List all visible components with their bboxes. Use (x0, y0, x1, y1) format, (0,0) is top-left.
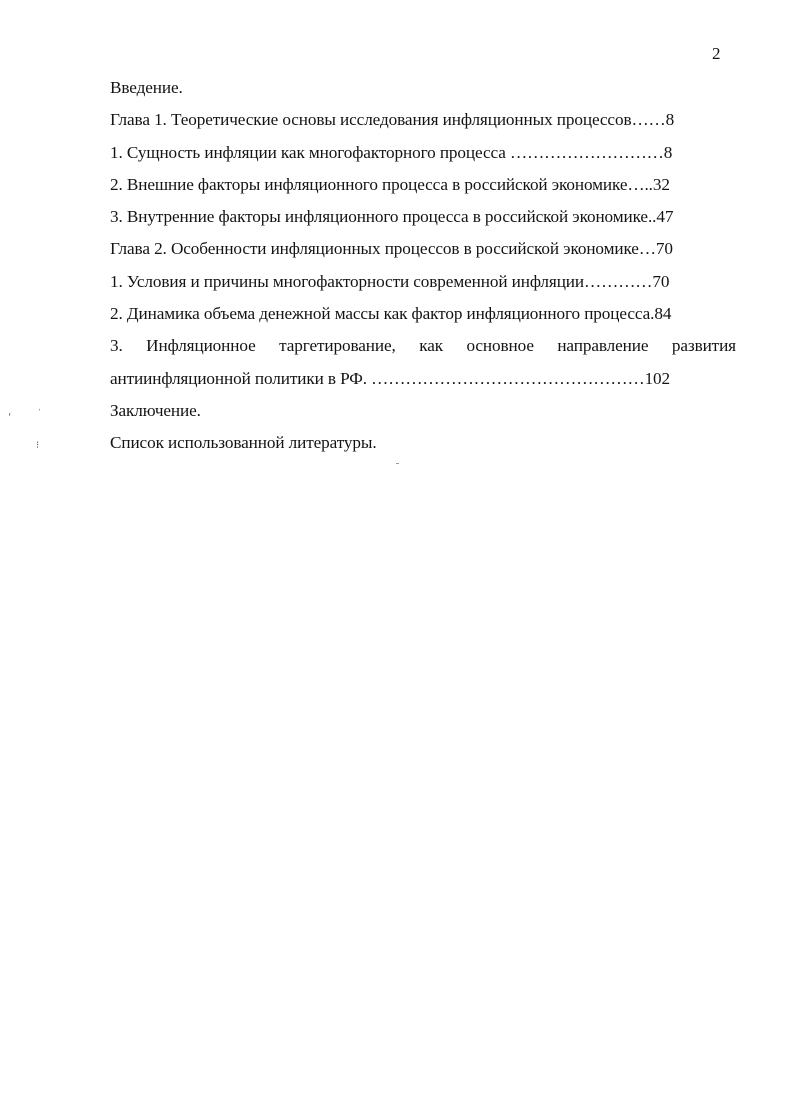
toc-entry-text: 3. Внутренние факторы инфляционного процесса в российской экономике (110, 207, 648, 227)
toc-entry-1-3 (110, 206, 736, 238)
toc-entry-page: 70 (655, 239, 673, 259)
scan-artifact-mark: ⁝ (36, 440, 40, 451)
toc-entry-text: Глава 2. Особенности инфляционных процессов в российской экономике (110, 239, 639, 259)
toc-entry-2-1 (110, 271, 736, 303)
toc-entry-text: Список использованной литературы. (110, 433, 377, 453)
toc-entry-leader: . (650, 304, 655, 324)
toc-entry-text: 2. Внешние факторы инфляционного процесса в российской экономике (110, 174, 628, 194)
page-number: 2 (712, 44, 721, 63)
scan-speck (396, 463, 399, 464)
toc-entry-2-3-line-1 (110, 335, 736, 367)
toc-entry-conclusion (110, 400, 736, 432)
toc-entry-text: Глава 1. Теоретические основы исследования инфляционных процессов (110, 110, 632, 130)
toc-entry-text: 2. Динамика объема денежной массы как фактор инфляционного процесса (110, 304, 651, 324)
toc-entry-chapter-2 (110, 238, 736, 270)
toc-entry-2-2 (110, 303, 736, 335)
toc-entry-text: 3. Инфляционное таргетирование, как основное направление развития (110, 336, 736, 356)
toc-entry-leader: .. (647, 207, 657, 227)
toc-entry-text: антиинфляционной политики в РФ. (110, 368, 372, 388)
toc-entry-page: 47 (656, 207, 674, 227)
toc-entry-page: 70 (652, 271, 670, 291)
toc-entry-chapter-1 (110, 109, 736, 141)
toc-entry-text: 1. Условия и причины многофакторности современной инфляции (110, 271, 585, 291)
toc-entry-leader: ………………………………………… (371, 368, 645, 388)
toc-entry-page: 84 (654, 304, 672, 324)
toc-entry-page: 102 (644, 368, 671, 388)
toc-entry-leader: ………… (584, 271, 653, 291)
toc-entry-text: 1. Сущность инфляции как многофакторного процесса (110, 142, 510, 162)
toc-entry-page: 8 (665, 110, 675, 130)
toc-entry-leader: ……………………… (509, 142, 664, 162)
scan-artifact-mark: ʻ (8, 412, 12, 423)
toc-entry-leader: … (638, 239, 656, 259)
scan-artifact-mark: ˈ (38, 408, 42, 419)
toc-entry-text: Заключение. (110, 400, 201, 420)
toc-entry-page: 32 (652, 174, 670, 194)
toc-entry-leader: ….. (627, 174, 653, 194)
toc-entry-1-1 (110, 142, 736, 174)
toc-entry-page: 8 (663, 142, 673, 162)
toc-entry-text: Введение. (110, 78, 183, 97)
toc-entry-2-3-line-2 (110, 368, 736, 400)
toc-entry-bibliography (110, 432, 736, 464)
toc-entry-leader: …… (631, 110, 666, 130)
table-of-contents (110, 77, 736, 465)
toc-entry-introduction (110, 77, 736, 109)
toc-entry-1-2 (110, 174, 736, 206)
